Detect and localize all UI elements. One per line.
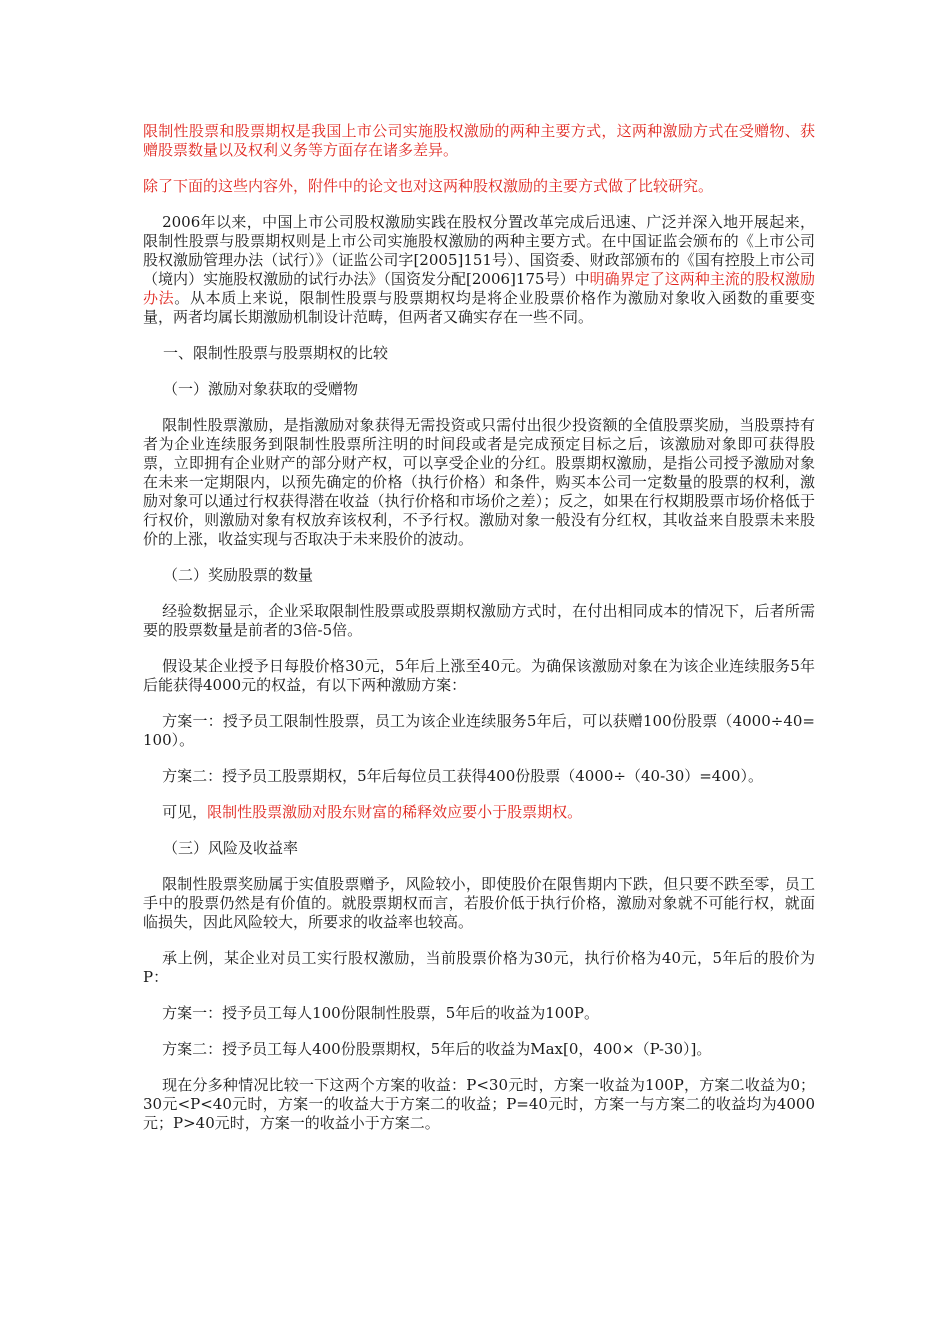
document-body [143, 122, 815, 1150]
subsection-3-title: （三）风险及收益率 [163, 839, 299, 857]
section-1-title: 一、限制性股票与股票期权的比较 [163, 344, 389, 362]
subsection-3-paragraph-1: 限制性股票奖励属于实值股票赠予，风险较小，即使股价在限售期内下跌，但只要不跌至零，员工手中的股票仍然是有价值的。就股票期权而言，若股价低于执行价格，激励对象就不可能行权，就面临损失，因此风险较大，所要求的收益率也较高。 [143, 875, 815, 931]
conclusion-paragraph [143, 803, 815, 822]
subsection-2-paragraph-1: 经验数据显示，企业采取限制性股票或股票期权激励方式时，在付出相同成本的情况下，后者所需要的股票数量是前者的3倍-5倍。 [143, 602, 815, 639]
plan-two-stock-options: 方案二：授予员工股票期权，5年后每位员工获得400份股票（4000÷（40-30）=400）。 [162, 767, 763, 785]
subsection-2-paragraph-2: 假设某企业授予日每股价格30元，5年后上涨至40元。为确保该激励对象在为该企业连续服务5年后能获得4000元的权益，有以下两种激励方案： [143, 657, 815, 694]
note-paragraph-1: 限制性股票和股票期权是我国上市公司实施股权激励的两种主要方式，这两种激励方式在受赠物、获赠股票数量以及权利义务等方面存在诸多差异。 [143, 122, 815, 159]
payoff-comparison: 现在分多种情况比较一下这两个方案的收益：P<30元时，方案一收益为100P，方案二收益为0；30元<P<40元时，方案一的收益大于方案二的收益；P=40元时，方案一与方案二的收益均为4000元；P>40元时，方案一的收益小于方案二。 [143, 1076, 815, 1132]
plan-one-payoff: 方案一：授予员工每人100份限制性股票，5年后的收益为100P。 [162, 1004, 599, 1022]
subsection-3-paragraph-2: 承上例，某企业对员工实行股权激励，当前股票价格为30元，执行价格为40元，5年后的股价为P： [143, 949, 815, 986]
intro-paragraph [143, 213, 815, 327]
plan-one-restricted-stock: 方案一：授予员工限制性股票，员工为该企业连续服务5年后，可以获赠100份股票（4000÷40=100）。 [143, 712, 815, 749]
intro-highlight: 明确界定了这两种主流的股权激励办法 [143, 270, 815, 307]
note-paragraph-2: 除了下面的这些内容外，附件中的论文也对这两种股权激励的主要方式做了比较研究。 [143, 177, 714, 195]
conclusion-highlight: 限制性股票激励对股东财富的稀释效应要小于股票期权。 [207, 803, 583, 821]
conclusion-prefix: 可见， [162, 803, 208, 821]
subsection-2-title: （二）奖励股票的数量 [163, 566, 314, 584]
plan-two-payoff: 方案二：授予员工每人400份股票期权，5年后的收益为Max[0，400×（P-30）]。 [162, 1040, 712, 1058]
intro-text-part1: 2006年以来，中国上市公司股权激励实践在股权分置改革完成后迅速、广泛并深入地开展起来，限制性股票与股票期权则是上市公司实施股权激励的两种主要方式。在中国证监会颁布的《上市公司股权激励管理办法（试行）》（证监公司字[2005]151号）、国资委、财政部颁布的《国有控股上市公司（境内）实施股权激励的试行办法》（国资发分配[2006]175号）中 [143, 213, 815, 288]
intro-text-part2: 。从本质上来说，限制性股票与股票期权均是将企业股票价格作为激励对象收入函数的重要变量，两者均属长期激励机制设计范畴，但两者又确实存在一些不同。 [143, 289, 815, 326]
subsection-1-body: 限制性股票激励，是指激励对象获得无需投资或只需付出很少投资额的全值股票奖励，当股票持有者为企业连续服务到限制性股票所注明的时间段或者是完成预定目标之后，该激励对象即可获得股票，立即拥有企业财产的部分财产权，可以享受企业的分红。股票期权激励，是指公司授予激励对象在未来一定期限内，以预先确定的价格（执行价格）和条件，购买本公司一定数量的股票的权利，激励对象可以通过行权获得潜在收益（执行价格和市场价之差）；反之，如果在行权期股票市场价格低于行权价，则激励对象有权放弃该权利，不予行权。激励对象一般没有分红权，其收益来自股票未来股价的上涨，收益实现与否取决于未来股价的波动。 [143, 416, 815, 548]
subsection-1-title: （一）激励对象获取的受赠物 [163, 380, 359, 398]
